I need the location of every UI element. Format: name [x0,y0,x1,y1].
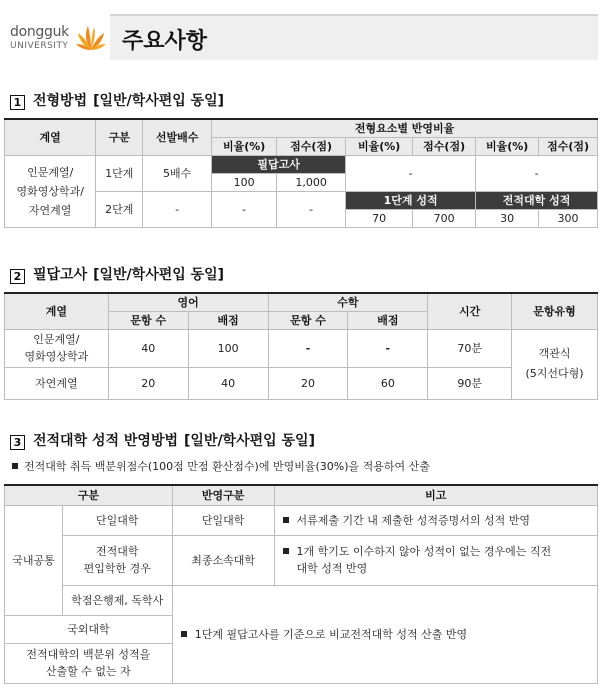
t3-header-remark: 비고 [274,485,597,505]
t1-header-major: 계열 [5,119,96,155]
t3-r2-sub: 전적대학 편입학한 경우 [62,535,172,585]
bullet-square-icon [181,631,187,637]
t2-header-major: 계열 [5,293,109,329]
t2-header-time: 시간 [428,293,512,329]
t2-row2-m-count: 20 [268,367,348,399]
t1-header-ratio-group: 전형요소별 반영비율 [212,119,598,137]
t1-header-ratio: 비율(%) [476,137,539,155]
t2-row1-en-count: 40 [108,329,188,367]
section3-note-text: 전적대학 취득 백분위점수(100점 만점 환산점수)에 반영비율(30%)을 적용하여 산출 [24,460,430,473]
t2-row2-en-points: 40 [188,367,268,399]
t1-header-score: 점수(점) [539,137,598,155]
section3-note [12,458,430,474]
section3-number: 3 [10,435,25,450]
t3-r2-remark-text: 1개 학기도 이수하지 않아 성적이 없는 경우에는 직전 대학 성적 반영 [296,545,552,575]
table-row [5,535,598,585]
section1-number: 1 [10,95,25,110]
logo-wordmark: dongguk [10,24,69,40]
logo-subtext: UNIVERSITY [10,41,69,51]
table-row [5,585,598,615]
t2-question-type: 객관식 (5지선다형) [512,329,598,399]
t3-header-apply: 반영구분 [172,485,274,505]
t2-row1-m-points: - [348,329,428,367]
t3-r1-sub: 단일대학 [62,505,172,535]
t3-r1-remark [275,512,597,529]
t3-r4: 국외대학 [5,615,173,643]
t2-header-math: 수학 [268,293,428,311]
t2-header-type: 문항유형 [512,293,598,329]
t1-exam-score: 1,000 [277,173,346,191]
transcript-method-table [4,484,598,684]
bullet-square-icon [283,548,289,554]
t3-r2-apply: 최종소속대학 [172,535,274,585]
t3-header-category: 구분 [5,485,173,505]
t2-row2-m-points: 60 [348,367,428,399]
t1-exam-label: 필답고사 [212,155,346,173]
page-title: 주요사항 [122,29,208,54]
t3-r345-remark-text: 1단계 필답고사를 기준으로 비교전적대학 성적 산출 반영 [194,627,468,641]
t2-header-points: 배점 [348,311,428,329]
t3-r2-remark [275,543,597,577]
t1-header-stage: 구분 [96,119,143,155]
t1-stage1-dash1: - [346,155,476,191]
t1-first-stage-ratio: 70 [346,209,413,227]
t1-prev-college-label: 전적대학 성적 [476,191,598,209]
t1-header-score: 점수(점) [413,137,476,155]
t3-domestic: 국내공통 [5,505,63,615]
t1-exam-ratio: 100 [212,173,277,191]
t1-first-stage-score: 700 [413,209,476,227]
t3-r3-sub: 학점은행제, 독학사 [62,585,172,615]
t2-row1-m-count: - [268,329,348,367]
section2-title [10,264,224,284]
t1-stage1-dash2: - [476,155,598,191]
selection-method-table [4,118,598,228]
table-row [5,505,598,535]
t1-major-cell: 인문계열/ 영화영상학과/ 자연계열 [5,155,96,227]
t2-header-count: 문항 수 [268,311,348,329]
section3-title [10,430,315,450]
section1-title [10,90,224,110]
section2-number: 2 [10,269,25,284]
t1-header-multiple: 선발배수 [143,119,212,155]
lotus-icon [76,24,106,52]
t1-first-stage-label: 1단계 성적 [346,191,476,209]
t1-stage2-multiple: - [143,191,212,227]
section2-subtitle: [일반/학사편입 동일] [93,267,225,283]
t1-stage2-dash1: - [212,191,277,227]
section3-title-text: 전적대학 성적 반영방법 [33,433,178,449]
title-bar-topline [110,14,598,16]
written-exam-table [4,292,598,400]
t3-r1-apply: 단일대학 [172,505,274,535]
t2-row2-en-count: 20 [108,367,188,399]
t1-header-score: 점수(점) [277,137,346,155]
t1-header-ratio: 비율(%) [212,137,277,155]
section2-title-text: 필답고사 [33,267,88,283]
t3-r1-remark-text: 서류제출 기간 내 제출한 성적증명서의 성적 반영 [296,513,531,527]
section3-subtitle: [일반/학사편입 동일] [184,433,315,449]
t1-prev-college-score: 300 [539,209,598,227]
t3-r345-remark [173,626,597,643]
t2-header-points: 배점 [188,311,268,329]
t2-row1-en-points: 100 [188,329,268,367]
t2-header-english: 영어 [108,293,268,311]
t2-row2-time: 90분 [428,367,512,399]
t2-row1-major: 인문계열/ 영화영상학과 [5,329,109,367]
section1-title-text: 전형방법 [33,93,88,109]
t2-row2-major: 자연계열 [5,367,109,399]
section1-subtitle: [일반/학사편입 동일] [93,93,225,109]
t1-stage1-multiple: 5배수 [143,155,212,191]
university-logo [10,24,108,58]
bullet-square-icon [12,463,18,469]
t2-row1-time: 70분 [428,329,512,367]
t2-header-count: 문항 수 [108,311,188,329]
t1-stage1: 1단계 [96,155,143,191]
t1-header-ratio: 비율(%) [346,137,413,155]
t1-stage2-dash2: - [277,191,346,227]
table-row [5,367,598,399]
t3-r5: 전적대학의 백분위 성적을 산출할 수 없는 자 [5,643,173,683]
t1-stage2: 2단계 [96,191,143,227]
bullet-square-icon [283,517,289,523]
table-row [5,329,598,367]
t1-prev-college-ratio: 30 [476,209,539,227]
page-header [0,10,606,62]
